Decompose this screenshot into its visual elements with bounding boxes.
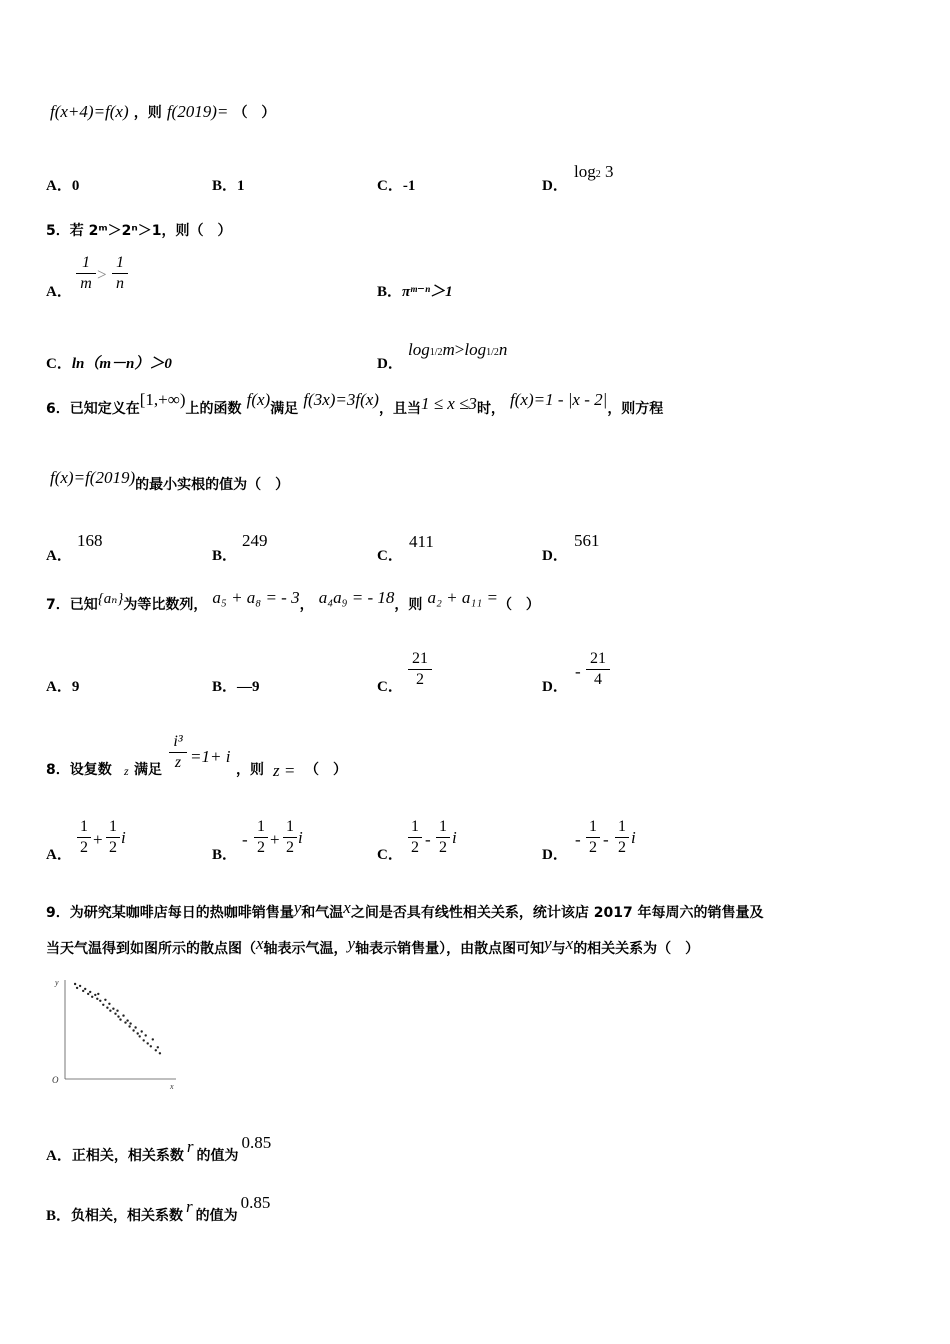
scatter-point: [117, 1015, 119, 1017]
scatter-point: [87, 993, 89, 995]
q8-option-c[interactable]: C．: [377, 847, 403, 863]
scatter-point: [157, 1046, 159, 1048]
q8-option-b[interactable]: B．: [212, 847, 238, 863]
scatter-point: [145, 1034, 147, 1036]
q8-d-frac2: 1 2: [615, 818, 629, 857]
scatter-point: [94, 994, 96, 996]
q8-b-sign: -: [242, 830, 248, 849]
q8-d-i: i: [631, 828, 636, 847]
q4-then: ，则: [133, 105, 162, 121]
q4-option-b[interactable]: [212, 174, 245, 195]
q4-expr: f(x+4)=f(x): [50, 102, 129, 121]
q7-d-frac: 21 4: [586, 650, 610, 689]
q8-option-a[interactable]: A．: [46, 847, 72, 863]
q4-option-d-value: log2 3: [574, 162, 614, 181]
q6-stem-line2: f(x)=f(2019)的最小实根的值为（ ）: [50, 468, 290, 493]
q4-option-a[interactable]: [46, 174, 79, 195]
q8-c-i: i: [452, 828, 457, 847]
x-axis-label: x: [170, 1082, 174, 1091]
q4-paren: （ ）: [233, 105, 276, 121]
scatter-point: [141, 1030, 143, 1032]
q8-b-op: +: [270, 830, 280, 849]
q7-option-c[interactable]: C．: [377, 679, 403, 695]
q4-option-c[interactable]: [377, 174, 415, 195]
q7-c-frac: 21 2: [408, 650, 432, 689]
q8-option-d[interactable]: D．: [542, 847, 568, 863]
q6-a-value: 168: [77, 531, 103, 550]
q7-option-a[interactable]: A．9: [46, 679, 80, 695]
option-value: 0: [71, 178, 80, 194]
scatter-point: [99, 1000, 101, 1002]
scatter-point: [124, 1021, 126, 1023]
scatter-point: [82, 990, 84, 992]
q6-b-value: 249: [242, 531, 268, 550]
scatter-point: [108, 1003, 110, 1005]
scatter-point: [159, 1052, 161, 1054]
scatter-point: [112, 1008, 114, 1010]
scatter-point: [89, 991, 91, 993]
q6-d-value: 561: [574, 531, 600, 550]
q8-frac: i³ z: [169, 733, 187, 772]
option-value: -1: [402, 178, 416, 194]
scatter-point: [119, 1018, 121, 1020]
q8-b-frac2: 1 2: [283, 818, 297, 857]
scatter-point: [143, 1039, 145, 1041]
q5-option-d[interactable]: D．: [377, 356, 403, 372]
q5-a-frac2: 1 n: [112, 254, 128, 293]
q7-option-d[interactable]: D．: [542, 679, 568, 695]
q6-option-d[interactable]: D．: [542, 548, 568, 564]
q8-c-frac2: 1 2: [436, 818, 450, 857]
q8-c-op: -: [425, 830, 431, 849]
q8-d-op: -: [603, 830, 609, 849]
q5-d-expr: log1/2m>log1/2n: [408, 340, 508, 359]
q8-text2: ，则: [236, 762, 264, 778]
q6-c-value: 411: [409, 532, 434, 551]
q7-d-sign: -: [575, 662, 581, 681]
q7-option-b[interactable]: B．—9: [212, 679, 260, 695]
scatter-point: [129, 1022, 131, 1024]
scatter-point: [104, 999, 106, 1001]
option-label: A．: [46, 178, 72, 194]
scatter-point: [122, 1014, 124, 1016]
origin-label: O: [52, 1075, 59, 1085]
option-value: 1: [237, 178, 245, 194]
scatter-point: [126, 1019, 128, 1021]
scatter-point: [128, 1025, 130, 1027]
scatter-point: [79, 985, 81, 987]
scatter-point: [137, 1032, 139, 1034]
q8-b-frac1: 1 2: [254, 818, 268, 857]
q9-stem-line1: 9．为研究某咖啡店每日的热咖啡销售量y和气温x之间是否具有线性相关关系，统计该店 2017 年每周六的销售量及: [46, 898, 764, 921]
q5-option-b[interactable]: B．πᵐ⁻ⁿ＞1: [377, 284, 453, 300]
scatter-point: [96, 998, 98, 1000]
q8-c-frac1: 1 2: [408, 818, 422, 857]
q8-text1: 满足: [134, 762, 162, 778]
q8-var: z: [124, 764, 129, 778]
scatter-point: [91, 996, 93, 998]
q5-a-rel: >: [97, 265, 107, 284]
q9-option-a[interactable]: A．正相关，相关系数 r 的值为0.85: [46, 1133, 272, 1164]
q8-ask: z =: [273, 761, 296, 780]
q5-option-a[interactable]: A．: [46, 284, 72, 300]
q6-stem-line1: 6．已知定义在[1,+∞)上的函数 f(x)满足 f(3x)=3f(x)，且当1 ≤ x ≤3时， f(x)=1 - |x - 2|，则方程: [46, 390, 664, 417]
q6-option-b[interactable]: B．: [212, 548, 238, 564]
y-axis-label: y: [55, 978, 59, 987]
q8-a-frac1: 1 2: [77, 818, 91, 857]
scatter-point: [116, 1010, 118, 1012]
q4-expr2: f(2019)=: [166, 102, 229, 121]
scatter-point: [106, 1007, 108, 1009]
scatter-point: [147, 1042, 149, 1044]
q8-rhs: =1+ i: [190, 747, 231, 766]
option-label: D．: [542, 178, 568, 194]
q7-stem: 7．已知{aₙ}为等比数列， a₅ + a₈ = - 3， a₄a₉ = - 18，则 a₂ + a₁₁ =（ ）: [46, 588, 540, 613]
scatter-point: [84, 988, 86, 990]
scatter-plot: [48, 974, 183, 1094]
scatter-point: [102, 1004, 104, 1006]
q8-d-frac1: 1 2: [586, 818, 600, 857]
scatter-point: [134, 1026, 136, 1028]
scatter-point: [76, 987, 78, 989]
q5-option-c[interactable]: C．ln（m－n）＞0: [46, 356, 172, 372]
scatter-point: [155, 1049, 157, 1051]
q6-option-c[interactable]: C．: [377, 548, 403, 564]
q9-stem-line2: 当天气温得到如图所示的散点图（x轴表示气温，y轴表示销售量），由散点图可知y与x的相关关系为（ ）: [46, 934, 700, 957]
scatter-point: [152, 1038, 154, 1040]
q8-a-i: i: [121, 828, 126, 847]
scatter-point: [139, 1035, 141, 1037]
q8-paren: （ ）: [305, 762, 347, 778]
q5-stem: 5．若 2ᵐ＞2ⁿ＞1，则（ ）: [46, 223, 232, 239]
q8-b-i: i: [298, 828, 303, 847]
scatter-point: [150, 1045, 152, 1047]
q9-option-b[interactable]: B．负相关，相关系数 r 的值为0.85: [46, 1193, 271, 1224]
option-label: C．: [377, 178, 403, 194]
q8-a-op: +: [93, 830, 103, 849]
option-label: B．: [212, 178, 238, 194]
scatter-point: [97, 993, 99, 995]
q4-stem: [50, 102, 275, 122]
q8-a-frac2: 1 2: [106, 818, 120, 857]
scatter-point: [74, 983, 76, 985]
scatter-points: [74, 983, 161, 1055]
q4-option-d[interactable]: [542, 174, 568, 195]
q6-option-a[interactable]: A．: [46, 548, 72, 564]
q5-a-frac1: 1 m: [76, 254, 96, 293]
q8-prefix: 8．设复数: [46, 762, 112, 778]
scatter-point: [132, 1029, 134, 1031]
scatter-point: [114, 1013, 116, 1015]
scatter-point: [109, 1010, 111, 1012]
q8-d-sign: -: [575, 830, 581, 849]
